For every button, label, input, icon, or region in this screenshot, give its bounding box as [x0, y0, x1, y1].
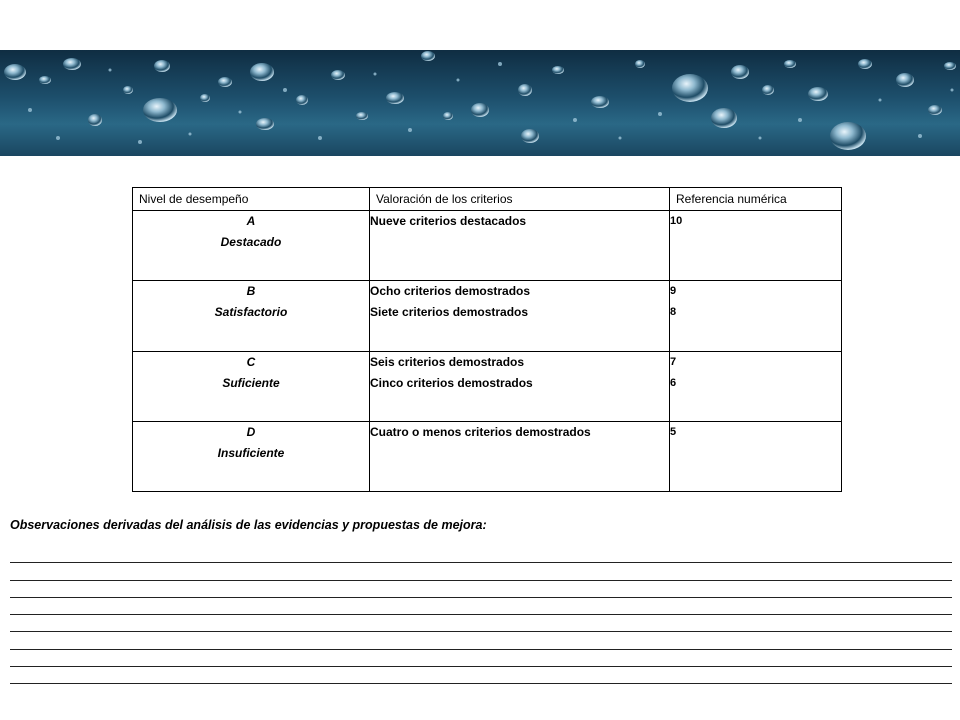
- numeric-value: 7: [670, 355, 677, 368]
- criteria-text: Seis criterios demostrados: [370, 354, 525, 369]
- level-name: Insuficiente: [217, 445, 285, 460]
- level-letter: D: [246, 424, 256, 439]
- level-letter: A: [246, 214, 256, 228]
- level-cell: [133, 281, 370, 351]
- observation-line[interactable]: [10, 615, 952, 632]
- criteria-text: Cinco criterios demostrados: [370, 375, 533, 390]
- numeric-value: 9: [670, 285, 677, 298]
- performance-rubric-table: [132, 187, 842, 492]
- header-referencia: Referencia numérica: [670, 188, 842, 211]
- observation-line[interactable]: [10, 546, 952, 563]
- numeric-cell: [670, 421, 842, 491]
- table-row: [133, 351, 842, 421]
- numeric-cell: [670, 351, 842, 421]
- header-nivel: Nivel de desempeño: [133, 188, 370, 211]
- level-name: Destacado: [220, 235, 282, 249]
- header-valoracion: Valoración de los criterios: [370, 188, 670, 211]
- level-letter: C: [246, 354, 256, 369]
- criteria-text: Ocho criterios demostrados: [370, 284, 531, 299]
- observation-line[interactable]: [10, 667, 952, 684]
- observation-line[interactable]: [10, 650, 952, 667]
- criteria-text: Nueve criterios destacados: [370, 214, 527, 228]
- level-cell: [133, 211, 370, 281]
- water-drops-image: [0, 50, 960, 156]
- numeric-cell: [670, 281, 842, 351]
- observations-lines[interactable]: [10, 546, 952, 684]
- level-name: Suficiente: [222, 375, 280, 390]
- observation-line[interactable]: [10, 598, 952, 615]
- criteria-text: Siete criterios demostrados: [370, 305, 529, 320]
- observation-line[interactable]: [10, 563, 952, 580]
- level-cell: [133, 421, 370, 491]
- observation-line[interactable]: [10, 632, 952, 649]
- level-letter: B: [246, 284, 256, 299]
- level-cell: [133, 351, 370, 421]
- table-row: [133, 281, 842, 351]
- observation-line[interactable]: [10, 581, 952, 598]
- criteria-cell: [370, 351, 670, 421]
- criteria-text: Cuatro o menos criterios demostrados: [370, 424, 591, 439]
- criteria-cell: [370, 421, 670, 491]
- numeric-cell: [670, 211, 842, 281]
- table-header-row: [133, 188, 842, 211]
- numeric-value: 5: [670, 425, 677, 438]
- criteria-cell: [370, 281, 670, 351]
- criteria-cell: [370, 211, 670, 281]
- water-drops-banner: [0, 50, 960, 156]
- numeric-value: 10: [670, 215, 683, 227]
- table-row: [133, 211, 842, 281]
- table-row: [133, 421, 842, 491]
- level-name: Satisfactorio: [214, 305, 288, 320]
- numeric-value: 8: [670, 306, 677, 319]
- numeric-value: 6: [670, 376, 677, 389]
- observations-title: Observaciones derivadas del análisis de las evidencias y propuestas de mejora:: [10, 518, 487, 532]
